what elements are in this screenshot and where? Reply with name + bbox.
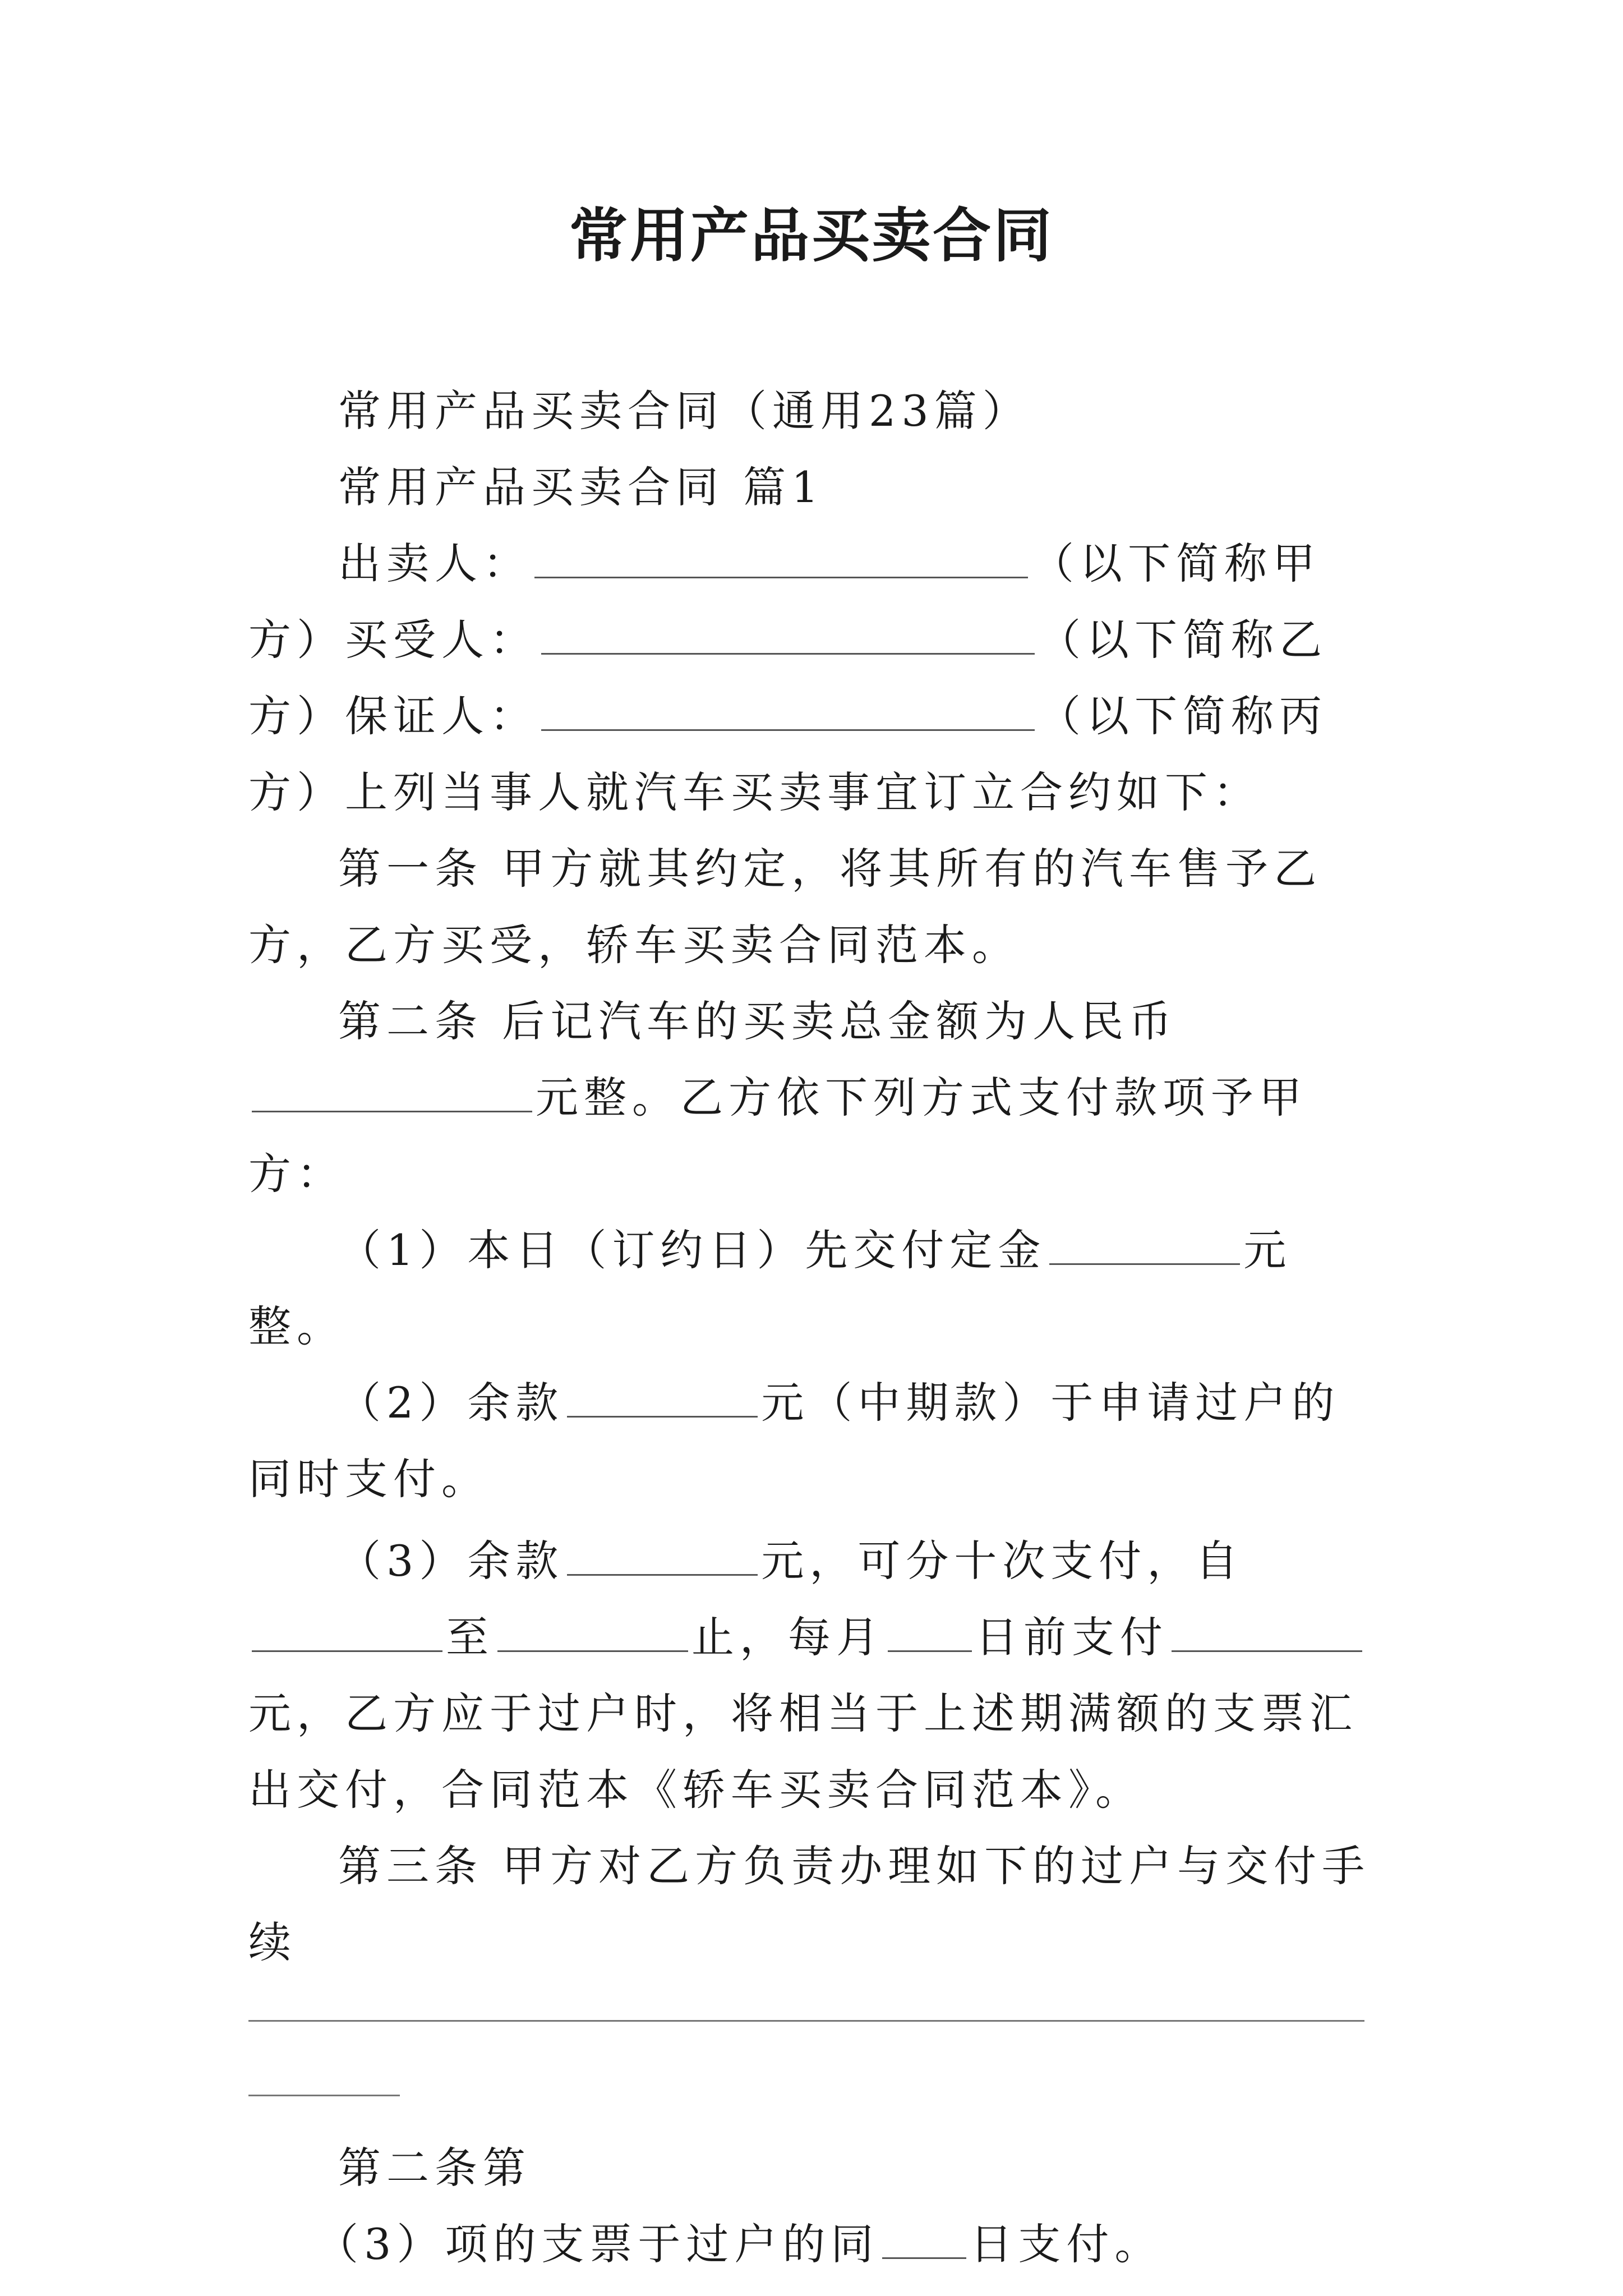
paragraph-clause-1: 第一条 甲方就其约定，将其所有的汽车售予乙方，乙方买受，轿车买卖合同范本。 xyxy=(248,844,1322,970)
seller-label: 出卖人： xyxy=(338,539,531,588)
paragraph-intro: 常用产品买卖合同（通用23篇） xyxy=(338,386,1031,436)
seller-blank xyxy=(534,542,1028,578)
paragraph-parties xyxy=(248,526,1387,831)
paragraph-item-3 xyxy=(248,1523,1387,1828)
guarantor-suffix: （以下简称丙方）上列当事人就汽车买卖事宜订立合约如下： xyxy=(248,691,1327,817)
clause-2-prefix: 第二条 后记汽车的买卖总金额为人民币 xyxy=(338,996,1178,1046)
clause-3-blank-line xyxy=(248,2020,1364,2022)
item-3-ref-suffix: 日支付。 xyxy=(970,2219,1163,2269)
paragraph-item-3-ref xyxy=(248,2206,1387,2283)
item-3-b: 元，可分十次支付，自 xyxy=(761,1536,1244,1586)
paragraph-ref-clause: 第二条第 xyxy=(338,2143,531,2193)
day-blank xyxy=(888,1616,972,1652)
deposit-blank xyxy=(1049,1228,1240,1265)
buyer-blank xyxy=(541,618,1035,655)
item-3-e: 日前支付 xyxy=(975,1612,1168,1662)
clause-3-blank-line-end xyxy=(248,2095,400,2096)
clause-2-suffix: 元整。乙方依下列方式支付款项予甲方： xyxy=(248,1073,1307,1199)
seller-suffix: （以下简称甲方）买受人： xyxy=(248,539,1321,665)
monthly-amount-blank xyxy=(1172,1616,1362,1652)
item-3-ref-prefix: （3）项的支票于过户的同 xyxy=(316,2219,879,2269)
item-3-d: 止，每月 xyxy=(691,1612,884,1662)
same-day-blank xyxy=(882,2223,966,2259)
paragraph-article-heading: 常用产品买卖合同 篇1 xyxy=(338,462,824,512)
paragraph-clause-3: 第三条 甲方对乙方负责办理如下的过户与交付手续 xyxy=(248,1841,1371,1967)
midterm-blank xyxy=(567,1381,758,1418)
item-2-suffix: 元（中期款）于申请过户的同时支付。 xyxy=(248,1378,1340,1504)
buyer-suffix: （以下简称乙方）保证人： xyxy=(248,615,1327,741)
end-date-blank xyxy=(497,1616,688,1652)
item-3-f: 元，乙方应于过户时，将相当于上述期满额的支票汇出交付，合同范本《轿车买卖合同范本》。 xyxy=(248,1688,1358,1815)
item-3-a: （3）余款 xyxy=(338,1536,564,1586)
document-body xyxy=(248,373,1387,2283)
item-1-prefix: （1）本日（订约日）先交付定金 xyxy=(338,1225,1046,1275)
item-3-c: 至 xyxy=(446,1612,494,1662)
paragraph-item-2 xyxy=(248,1365,1387,1517)
item-1-suffix: 元整。 xyxy=(248,1225,1292,1351)
document-title: 常用产品买卖合同 xyxy=(569,201,1054,270)
paragraph-clause-2 xyxy=(248,983,1387,1212)
item-2-prefix: （2）余款 xyxy=(338,1378,564,1428)
guarantor-blank xyxy=(541,694,1035,731)
start-date-blank xyxy=(252,1616,442,1652)
total-amount-blank xyxy=(252,1076,532,1112)
balance-blank xyxy=(567,1539,758,1576)
paragraph-item-1 xyxy=(248,1212,1387,1365)
